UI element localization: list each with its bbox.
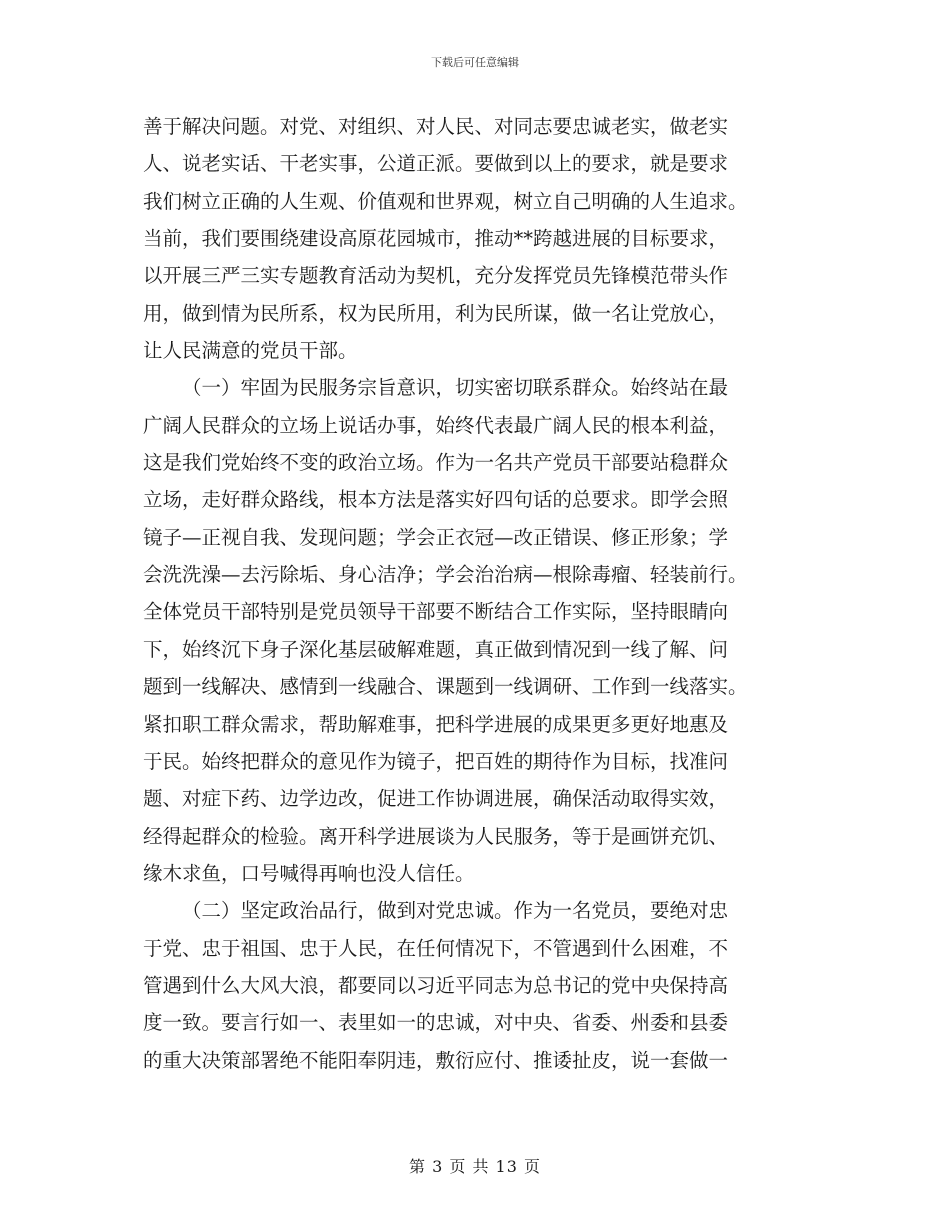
text-line: 下，始终沉下身子深化基层破解难题，真正做到情况到一线了解、问: [143, 637, 729, 661]
text-line: 的重大决策部署绝不能阳奉阴违，敷衍应付、推诿扯皮，说一套做一: [143, 1048, 729, 1072]
text-line: 题、对症下药、边学边改，促进工作协调进展，确保活动取得实效，: [143, 787, 729, 811]
text-line: 这是我们党始终不变的政治立场。作为一名共产党员干部要站稳群众: [143, 451, 729, 475]
text-line: （一）牢固为民服务宗旨意识，切实密切联系群众。始终站在最: [182, 376, 729, 400]
text-line: 题到一线解决、感情到一线融合、课题到一线调研、工作到一线落实。: [143, 675, 748, 699]
text-line: 镜子—正视自我、发现问题；学会正衣冠—改正错误、修正形象；学: [143, 525, 729, 549]
text-line: 管遇到什么大风大浪，都要同以习近平同志为总书记的党中央保持高: [143, 973, 729, 997]
text-line: 于党、忠于祖国、忠于人民，在任何情况下，不管遇到什么困难，不: [143, 936, 729, 960]
text-line: 以开展三严三实专题教育活动为契机，充分发挥党员先锋模范带头作: [143, 264, 729, 288]
paragraph: [143, 892, 808, 1079]
text-line: 广阔人民群众的立场上说话办事，始终代表最广阔人民的根本利益，: [143, 413, 729, 437]
text-line: 全体党员干部特别是党员领导干部要不断结合工作实际，坚持眼睛向: [143, 600, 729, 624]
text-line: 缘木求鱼，口号喊得再响也没人信任。: [143, 861, 475, 885]
text-line: 用，做到情为民所系，权为民所用，利为民所谋，做一名让党放心，: [143, 301, 729, 325]
text-line: 经得起群众的检验。离开科学进展谈为人民服务，等于是画饼充饥、: [143, 824, 729, 848]
text-line: 紧扣职工群众需求，帮助解难事，把科学进展的成果更多更好地惠及: [143, 712, 729, 736]
text-line: 我们树立正确的人生观、价值观和世界观，树立自己明确的人生追求。: [143, 189, 748, 213]
page-number: 第 3 页 共 13 页: [409, 1157, 541, 1176]
text-line: 善于解决问题。对党、对组织、对人民、对同志要忠诚老实，做老实: [143, 115, 729, 138]
text-line: 会洗洗澡—去污除垢、身心洁净；学会治治病—根除毒瘤、轻装前行。: [143, 563, 748, 587]
text-line: 人、说老实话、干老实事，公道正派。要做到以上的要求，就是要求: [143, 152, 729, 176]
text-line: 立场，走好群众路线，根本方法是落实好四句话的总要求。即学会照: [143, 488, 729, 512]
paragraph: [143, 108, 808, 369]
document-body: [143, 108, 808, 1079]
paragraph: [143, 369, 808, 892]
text-line: （二）坚定政治品行，做到对党忠诚。作为一名党员，要绝对忠: [182, 899, 729, 923]
text-line: 度一致。要言行如一、表里如一的忠诚，对中央、省委、州委和县委: [143, 1011, 729, 1035]
text-line: 让人民满意的党员干部。: [143, 339, 358, 363]
text-line: 当前，我们要围绕建设高原花园城市，推动**跨越进展的目标要求，: [143, 227, 729, 251]
text-line: 于民。始终把群众的意见作为镜子，把百姓的期待作为目标，找准问: [143, 749, 729, 773]
page-header: 下载后可任意编辑: [431, 56, 519, 69]
